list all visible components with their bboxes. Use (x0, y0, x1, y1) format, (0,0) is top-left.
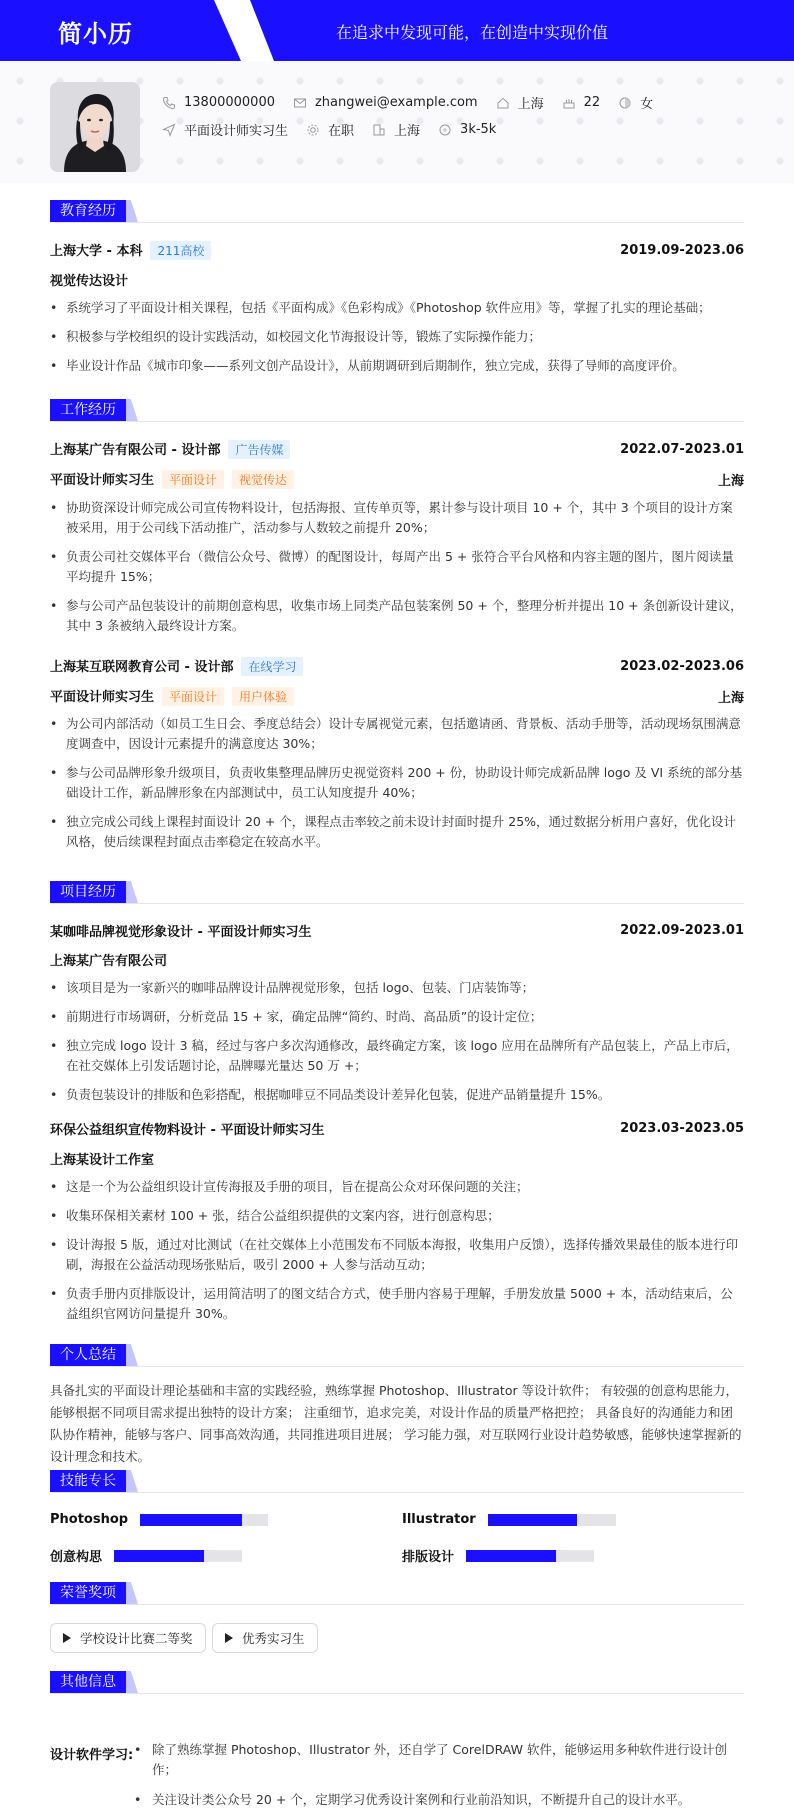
project-2-org-row (50, 1149, 744, 1168)
phone-item (162, 95, 275, 110)
target-city-value: 上海 (394, 124, 421, 139)
job-2-company: 上海某互联网教育公司 - 设计部 (50, 660, 234, 675)
school-tag: 211高校 (150, 241, 211, 260)
project-2-header (50, 1119, 744, 1138)
list-item: • 负责手册内页排版设计，运用简洁明了的图文结合方式，使手册内容易于理解，手册发放量 5000 + 本，活动结束后，公益组织官网访问量提升 30%。 (50, 1284, 744, 1324)
job-2-tag: 在线学习 (241, 657, 303, 676)
job-1-location: 上海 (717, 473, 744, 489)
list-item: • 为公司内部活动（如员工生日会、季度总结会）设计专属视觉元素，包括邀请函、背景板、活动手册等，活动现场氛围满意度调查中，因设计元素提升的满意度达 30%； (50, 714, 744, 754)
job-1-role-wrap (50, 469, 294, 489)
project-1-org-row (50, 950, 744, 969)
status-item (306, 120, 354, 139)
job-1-role-tag: 平面设计 (162, 470, 224, 489)
skill-creative (50, 1546, 242, 1565)
skills-divider (50, 1492, 744, 1493)
projects-section-title (50, 881, 138, 903)
job-1-role-row (50, 469, 744, 489)
home-icon (496, 96, 510, 110)
list-item: • 毕业设计作品《城市印象——系列文创产品设计》，从前期调研到后期制作，独立完成，获得了导师的高度评价。 (50, 356, 744, 376)
job-1-role: 平面设计师实习生 (50, 473, 155, 488)
other-label: 设计软件学习: (50, 1748, 134, 1763)
position-value: 平面设计师实习生 (184, 124, 289, 139)
skill-name: 创意构思 (50, 1550, 103, 1565)
skills-heading: 技能专长 (50, 1470, 126, 1492)
education-header-row (50, 240, 744, 260)
cake-icon (562, 96, 576, 110)
education-section-title (50, 200, 138, 222)
age-value: 22 (583, 95, 601, 110)
list-item: • 独立完成公司线上课程封面设计 20 + 个，课程点击率较之前未设计封面时提升 25%，通过数据分析用户喜好，优化设计风格，使后续课程封面点击率稳定在较高水平。 (50, 812, 744, 852)
target-city-item (372, 120, 420, 139)
project-1-org: 上海某广告有限公司 (50, 954, 168, 969)
awards-divider (50, 1604, 744, 1605)
other-section-title (50, 1671, 138, 1693)
gender-value: 女 (640, 97, 654, 112)
summary-text: 具备扎实的平面设计理论基础和丰富的实践经验，熟练掌握 Photoshop、Illustrator 等设计软件； 有较强的创意构思能力，能够根据不同项目需求提出独特的设计方案； 注重细节，追求完美，对设计作品的质量严格把控； 具备良好的沟通能力和团队协作精神，能够与客户、同事高效沟通，共同推进项目进展； 学习能力强，对互联网行业设计趋势敏感，能够快速掌握新的设计理念和技术。 (50, 1383, 742, 1464)
phone-value: 13800000000 (184, 95, 275, 110)
project-1-date: 2022.09-2023.01 (620, 923, 744, 938)
list-item: • 积极参与学校组织的设计实践活动，如校园文化节海报设计等，锻炼了实际操作能力； (50, 327, 744, 347)
award-label: 优秀实习生 (242, 1631, 305, 1646)
job-2-role-row (50, 686, 744, 706)
list-item: • 参与公司产品包装设计的前期创意构思，收集市场上同类产品包装案例 50 + 个，整理分析并提出 10 + 条创新设计建议，其中 3 条被纳入最终设计方案。 (50, 596, 744, 636)
award-item[interactable] (50, 1623, 206, 1653)
list-item: • 收集环保相关素材 100 + 张，结合公益组织提供的文案内容，进行创意构思； (50, 1206, 744, 1226)
summary-section-title (50, 1344, 138, 1366)
skill-name: Illustrator (402, 1512, 476, 1527)
education-divider (50, 222, 744, 223)
school-name: 上海大学 - 本科 (50, 244, 143, 259)
avatar-portrait-icon (50, 82, 140, 172)
send-icon (162, 123, 176, 137)
list-item: • 参与公司品牌形象升级项目，负责收集整理品牌历史视觉资料 200 + 份，协助设计师完成新品牌 logo 及 VI 系统的部分基础设计工作，新品牌形象在内部测试中，员工认知度提升 40%； (50, 763, 744, 803)
awards-section-title (50, 1582, 138, 1604)
summary-heading: 个人总结 (50, 1344, 126, 1366)
project-1-header (50, 921, 744, 940)
skill-name: Photoshop (50, 1512, 129, 1527)
list-item: • 关注设计类公众号 20 + 个，定期学习优秀设计案例和行业前沿知识，不断提升自己的设计水平。 (134, 1790, 744, 1810)
job-2-role-tag: 用户体验 (232, 687, 294, 706)
skill-bar (466, 1550, 594, 1562)
job-2-role-tag: 平面设计 (162, 687, 224, 706)
job-1-list (50, 498, 744, 645)
brand-logo: 简小历 (58, 20, 133, 48)
job-1-tag: 广告传媒 (228, 440, 290, 459)
skill-bar (140, 1514, 268, 1526)
project-2-org: 上海某设计工作室 (50, 1153, 155, 1168)
job-2-company-wrap (50, 656, 303, 676)
education-list (50, 298, 744, 385)
status-value: 在职 (328, 124, 355, 139)
building-icon (372, 123, 386, 137)
skills-section-title (50, 1470, 138, 1492)
list-item: • 前期进行市场调研，分析竞品 15 + 家，确定品牌“简约、时尚、高品质”的设计定位； (50, 1007, 744, 1027)
gender-icon (618, 96, 632, 110)
phone-icon (162, 96, 176, 110)
job-2-location: 上海 (717, 690, 744, 706)
project-1-list (50, 978, 744, 1114)
age-item (562, 95, 601, 110)
summary-divider (50, 1366, 744, 1367)
page-header (0, 0, 794, 61)
job-2-role-wrap (50, 686, 294, 706)
city-item (496, 93, 544, 112)
work-heading: 工作经历 (50, 399, 126, 421)
skill-bar-fill (114, 1550, 204, 1562)
contact-row (162, 93, 671, 112)
work-divider (50, 421, 744, 422)
play-icon (225, 1633, 233, 1643)
projects-heading: 项目经历 (50, 881, 126, 903)
job-2-date: 2023.02-2023.06 (620, 658, 744, 674)
job-2-header (50, 656, 744, 676)
gender-item (618, 93, 653, 112)
list-item: • 协助资深设计师完成公司宣传物料设计，包括海报、宣传单页等，累计参与设计项目 10 + 个，其中 3 个项目的设计方案被采用，用于公司线下活动推广，活动参与人数较之前提升 20%； (50, 498, 744, 538)
other-divider (50, 1693, 744, 1694)
header-slogan: 在追求中发现可能，在创造中实现价值 (336, 23, 609, 42)
skill-layout (402, 1546, 594, 1565)
skill-bar (114, 1550, 242, 1562)
list-item: • 负责包装设计的排版和色彩搭配，根据咖啡豆不同品类设计差异化包装，促进产品销量提升 15%。 (50, 1085, 744, 1105)
projects-divider (50, 903, 744, 904)
mail-icon (293, 96, 307, 110)
job-1-role-tag: 视觉传达 (232, 470, 294, 489)
job-1-header (50, 439, 744, 459)
project-2-date: 2023.03-2023.05 (620, 1121, 744, 1136)
city-value: 上海 (517, 97, 544, 112)
email-item (293, 95, 478, 110)
awards-heading: 荣誉奖项 (50, 1582, 126, 1604)
list-item: • 独立完成 logo 设计 3 稿，经过与客户多次沟通修改，最终确定方案，该 logo 应用在品牌所有产品包装上，产品上市后，在社交媒体上引发话题讨论，品牌曝光量达 50 万 +； (50, 1036, 744, 1076)
list-item: • 除了熟练掌握 Photoshop、Illustrator 外，还自学了 CorelDRAW 软件，能够运用多种软件进行设计创作； (134, 1740, 744, 1780)
list-item: • 负责公司社交媒体平台（微信公众号、微博）的配图设计，每周产出 5 + 张符合平台风格和内容主题的图片，图片阅读量平均提升 15%； (50, 547, 744, 587)
job-1-company: 上海某广告有限公司 - 设计部 (50, 443, 221, 458)
skill-photoshop (50, 1512, 268, 1527)
job-2-list (50, 714, 744, 861)
education-heading: 教育经历 (50, 200, 126, 222)
award-label: 学校设计比赛二等奖 (80, 1631, 193, 1646)
play-icon (63, 1633, 71, 1643)
other-heading: 其他信息 (50, 1671, 126, 1693)
job-intent-row (162, 120, 514, 139)
list-item: • 系统学习了平面设计相关课程，包括《平面构成》《色彩构成》《Photoshop 软件应用》等，掌握了扎实的理论基础； (50, 298, 744, 318)
email-value[interactable]: zhangwei@example.com (314, 95, 478, 110)
position-item (162, 120, 288, 139)
list-item: • 设计海报 5 版，通过对比测试（在社交媒体上小范围发布不同版本海报，收集用户反馈），选择传播效果最佳的版本进行印刷，海报在公益活动现场张贴后，吸引 2000 + 人参与活动互动； (50, 1235, 744, 1275)
education-date: 2019.09-2023.06 (620, 242, 744, 258)
skill-bar (488, 1514, 616, 1526)
skill-name: 排版设计 (402, 1550, 455, 1565)
job-1-company-wrap (50, 439, 290, 459)
list-item: • 这是一个为公益组织设计宣传海报及手册的项目，旨在提高公众对环保问题的关注； (50, 1177, 744, 1197)
work-section-title (50, 399, 138, 421)
avatar (50, 82, 140, 172)
other-list (134, 1740, 744, 1819)
header-divider (214, 0, 274, 61)
list-item: • 该项目是为一家新兴的咖啡品牌设计品牌视觉形象，包括 logo、包装、门店装饰等； (50, 978, 744, 998)
award-item[interactable] (212, 1623, 318, 1653)
school-name-wrap (50, 240, 211, 260)
major-row (50, 270, 744, 289)
job-1-date: 2022.07-2023.01 (620, 441, 744, 457)
skill-illustrator (402, 1512, 616, 1527)
skill-bar-fill (488, 1514, 578, 1526)
project-1-name: 某咖啡品牌视觉形象设计 - 平面设计师实习生 (50, 925, 312, 940)
gear-icon (306, 123, 320, 137)
project-2-list (50, 1177, 744, 1333)
skill-bar-fill (140, 1514, 242, 1526)
major-name: 视觉传达设计 (50, 274, 129, 289)
skill-bar-fill (466, 1550, 556, 1562)
salary-value: 3k-5k (460, 122, 497, 137)
salary-item (438, 122, 496, 137)
job-2-role: 平面设计师实习生 (50, 690, 155, 705)
coin-icon (438, 123, 452, 137)
project-2-name: 环保公益组织宣传物料设计 - 平面设计师实习生 (50, 1123, 325, 1138)
